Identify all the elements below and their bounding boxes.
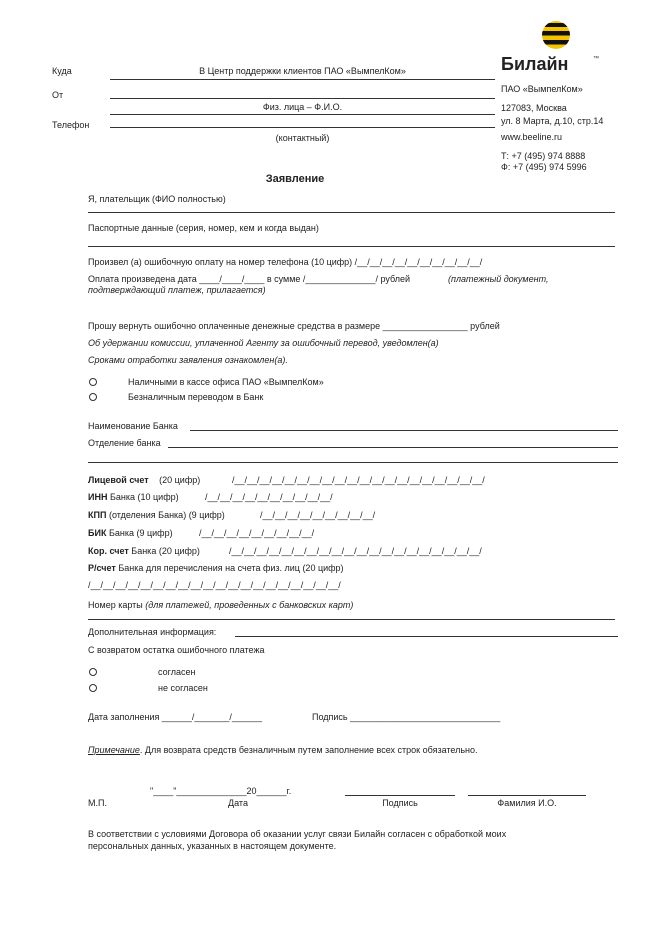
bank-name-line[interactable]: [190, 430, 618, 431]
card-row[interactable]: [88, 600, 353, 610]
fill-date[interactable]: Дата заполнения ______/_______/______: [88, 712, 262, 722]
to-line[interactable]: [110, 79, 495, 80]
mp-label: М.П.: [88, 798, 107, 808]
bik-label: БИК: [88, 528, 107, 538]
option-bank-label: Безналичным переводом в Банк: [128, 392, 264, 402]
radio-bank[interactable]: [89, 393, 97, 401]
disagree-label: не согласен: [158, 683, 208, 693]
card-line[interactable]: [88, 619, 615, 620]
fio-caption: Фамилия И.О.: [497, 798, 557, 808]
payment-doc-note: (платежный документ,: [448, 274, 549, 284]
from-label: От: [52, 90, 64, 100]
fio-line[interactable]: [88, 212, 615, 213]
logo-tm: ™: [593, 56, 599, 62]
wrong-phone-line[interactable]: Произвел (а) ошибочную оплату на номер телефона (10 цифр) /__/__/__/__/__/__/__/__/__/__/: [88, 257, 483, 267]
phone-hint: (контактный): [275, 133, 330, 143]
note-label: Примечание: [88, 745, 140, 755]
bik-boxes[interactable]: /__/__/__/__/__/__/__/__/__/: [199, 528, 315, 538]
date-blank[interactable]: "____"______________20______г.: [150, 786, 292, 796]
extra-info-label: Дополнительная информация:: [88, 627, 217, 637]
from-line[interactable]: [110, 98, 495, 99]
card-hint: (для платежей, проведенных с банковских карт): [145, 600, 354, 610]
company-fax: Ф: +7 (495) 974 5996: [501, 162, 587, 172]
commission-note: Об удержании комиссии, уплаченной Агенту за ошибочный перевод, уведомлен(а): [88, 338, 439, 348]
passport-label: Паспортные данные (серия, номер, кем и когда выдан): [88, 223, 319, 233]
phone-line[interactable]: [110, 127, 495, 128]
refund-request[interactable]: Прошу вернуть ошибочно оплаченные денежные средства в размере _________________ рублей: [88, 321, 500, 331]
passport-line[interactable]: [88, 246, 615, 247]
company-address-1: 127083, Москва: [501, 103, 567, 113]
to-label: Куда: [52, 66, 72, 76]
kpp-boxes[interactable]: /__/__/__/__/__/__/__/__/__/: [260, 510, 376, 520]
corr-boxes[interactable]: /__/__/__/__/__/__/__/__/__/__/__/__/__/__/__/__/__/__/__/__/: [229, 546, 482, 556]
radio-agree[interactable]: [89, 668, 97, 676]
option-cash-label: Наличными в кассе офиса ПАО «ВымпелКом»: [128, 377, 324, 387]
account-hint: (20 цифр): [159, 475, 201, 485]
extra-info-line[interactable]: [235, 636, 618, 637]
bik-row[interactable]: [88, 528, 173, 538]
from-hint: Физ. лица – Ф.И.О.: [262, 102, 343, 112]
account-boxes[interactable]: /__/__/__/__/__/__/__/__/__/__/__/__/__/__/__/__/__/__/__/__/: [232, 475, 485, 485]
account-label: Лицевой счет: [88, 475, 149, 485]
rs-hint: Банка для перечисления на счета физ. лиц (20 цифр): [118, 563, 344, 573]
fio-sign-line[interactable]: [468, 795, 586, 796]
agree-label: согласен: [158, 667, 196, 677]
rs-row[interactable]: [88, 563, 344, 573]
corr-label: Кор. счет: [88, 546, 129, 556]
bik-hint: Банка (9 цифр): [108, 528, 173, 538]
terms-note: Сроками отработки заявления ознакомлен(а).: [88, 355, 288, 365]
to-value: В Центр поддержки клиентов ПАО «ВымпелКом»: [199, 66, 406, 76]
bank-branch-label: Отделение банка: [88, 438, 161, 448]
sign-line[interactable]: [345, 795, 455, 796]
kpp-row[interactable]: [88, 510, 225, 520]
inn-hint: Банка (10 цифр): [109, 492, 179, 502]
kpp-label: КПП: [88, 510, 107, 520]
inn-boxes[interactable]: /__/__/__/__/__/__/__/__/__/__/: [205, 492, 333, 502]
beeline-logo-icon: [541, 20, 571, 50]
payment-doc-note-2: подтверждающий платеж, прилагается): [88, 285, 266, 295]
corr-row[interactable]: [88, 546, 200, 556]
signature-field[interactable]: Подпись ______________________________: [312, 712, 501, 722]
note: [88, 745, 478, 755]
corr-hint: Банка (20 цифр): [131, 546, 200, 556]
rs-label: Р/счет: [88, 563, 116, 573]
inn-row[interactable]: [88, 492, 179, 502]
company-name: ПАО «ВымпелКом»: [501, 84, 583, 94]
radio-disagree[interactable]: [89, 684, 97, 692]
company-site[interactable]: www.beeline.ru: [501, 132, 563, 142]
card-label: Номер карты: [88, 600, 143, 610]
payment-date-line[interactable]: Оплата произведена дата ____/____/____ в сумме /______________/ рублей: [88, 274, 411, 284]
company-address-2: ул. 8 Марта, д.10, стр.14: [501, 116, 604, 126]
bank-branch-line-2[interactable]: [88, 462, 618, 463]
radio-cash[interactable]: [89, 378, 97, 386]
fio-label: Я, плательщик (ФИО полностью): [88, 194, 226, 204]
bank-name-label: Наименование Банка: [88, 421, 178, 431]
inn-label: ИНН: [88, 492, 108, 502]
date-caption: Дата: [228, 798, 248, 808]
consent-line-1: В соответствии с условиями Договора об оказании услуг связи Билайн согласен с обработкой моих: [88, 829, 507, 839]
phone-label: Телефон: [52, 120, 90, 130]
consent-line-2: персональных данных, указанных в настоящем документе.: [88, 841, 337, 851]
kpp-hint: (отделения Банка) (9 цифр): [108, 510, 225, 520]
logo-text: Билайн: [501, 54, 569, 74]
sign-caption: Подпись: [382, 798, 418, 808]
rs-boxes[interactable]: /__/__/__/__/__/__/__/__/__/__/__/__/__/__/__/__/__/__/__/__/: [88, 580, 341, 590]
bank-branch-line[interactable]: [168, 447, 618, 448]
remainder-label: С возвратом остатка ошибочного платежа: [88, 645, 265, 655]
from-line-2[interactable]: [110, 114, 495, 115]
note-text: . Для возврата средств безналичным путем заполнение всех строк обязательно.: [139, 745, 478, 755]
company-tel: Т: +7 (495) 974 8888: [501, 151, 586, 161]
account-row[interactable]: [88, 475, 200, 485]
form-title: Заявление: [265, 173, 325, 185]
